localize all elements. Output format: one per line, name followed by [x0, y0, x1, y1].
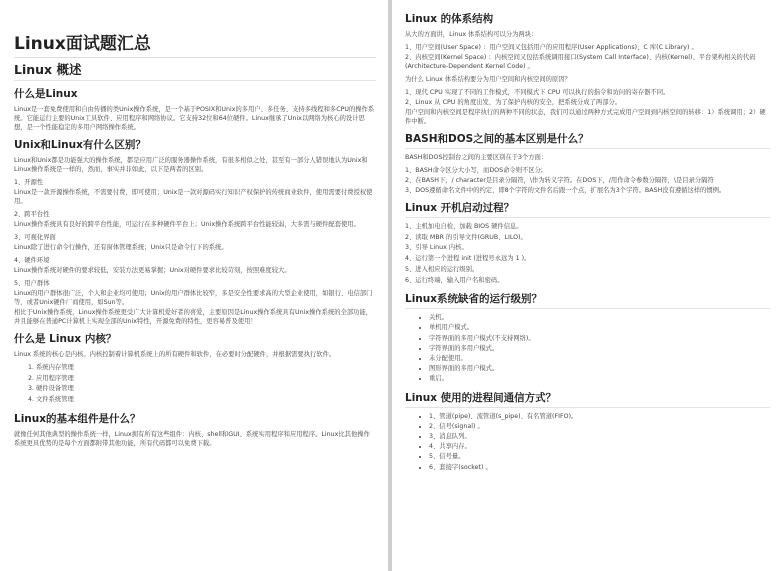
runlevel-heading: Linux系统缺省的运行级别？ — [405, 292, 770, 309]
list-item: 6、运行终端，输入用户名和密码。 — [405, 276, 504, 284]
architecture-heading: Linux 的体系结构 — [405, 13, 494, 25]
document-title: Linux面试题汇总 — [14, 34, 376, 58]
list-item: 5、进入相应的运行级别。 — [405, 265, 479, 273]
diff-item-title: 5、用户群体 — [14, 280, 50, 287]
unix-linux-diff-heading: Unix和Linux有什么区别？ — [14, 139, 146, 151]
list-item: 4. 文件系统管理 — [28, 396, 74, 404]
ipc-heading: Linux 使用的进程间通信方式？ — [405, 391, 770, 408]
diff-item-title: 2、跨平台性 — [14, 211, 50, 218]
bash-dos-item: 2、在BASH下，/ character是目录分隔符，\作为转义字符。在DOS下，/用作命令参数分隔符，\是目录分隔符 — [405, 177, 714, 184]
list-item: • 5、信号量。 — [429, 452, 770, 462]
diff-item-title: 3、可视化界面 — [14, 234, 56, 241]
list-item: 1. 系统内存管理 — [28, 364, 74, 371]
left-page — [0, 0, 388, 571]
architecture-item: 1、用户空间(User Space) ：用户空间又包括用户的应用程序(User Applications)、C 库(C Library) 。 — [405, 44, 698, 51]
overview-heading: Linux 概述 — [14, 62, 376, 81]
diff-item-text: Linux是一款开源操作系统，不需要付费，即可使用；Unix是一款对源码实行知识产权保护的传统商业软件，使用需要付费授权使用。 — [14, 189, 373, 205]
list-item: • 4、共享内存。 — [429, 442, 770, 452]
diff-item-title: 4、硬件环境 — [14, 257, 50, 264]
list-item: 3、引导 Linux 内核。 — [405, 244, 468, 252]
why-question: 为什么 Linux 体系结构要分为用户空间和内核空间的原因？ — [405, 76, 571, 83]
list-item: 3. 硬件设备管理 — [28, 385, 74, 393]
why-item: 2、Linux 从 CPU 的角度出发，为了保护内核的安全，把系统分成了两部分。 — [405, 99, 622, 106]
bash-dos-item: 1、BASH命令区分大小写，而DOS命令则不区分; — [405, 167, 544, 174]
boot-list — [405, 222, 770, 286]
right-page — [392, 0, 780, 571]
list-item: 2、读取 MBR 的引导文件(GRUB、LILO)。 — [405, 233, 527, 241]
unix-linux-diff-intro: Linux和Unix都是功能强大的操作系统，都是应用广泛的服务器操作系统，有很多相似之处，甚至有一部分人错误地认为Unix和Linux操作系统是一样的，然而，事实并非如此，以下是两者的区别。 — [14, 157, 368, 173]
list-item: • 单机用户模式。 — [429, 323, 770, 333]
list-item: • 关机。 — [429, 313, 770, 323]
list-item: • 1、管道(pipe)、流管道(s_pipe)、有名管道(FIFO)。 — [429, 412, 770, 422]
kernel-list — [14, 363, 376, 406]
diff-item-text: Linux的用户群体很广泛，个人和企业均可使用；Unix的用户群体比较窄，多是安全性要求高的大型企业使用，如银行、电信部门等，或者Unix硬件厂商使用，如Sun等。 — [14, 290, 373, 306]
bash-dos-heading: BASH和DOS之间的基本区别是什么？ — [405, 132, 770, 149]
components-heading: Linux的基本组件是什么？ — [14, 412, 141, 425]
list-item: • 字符界面的多用户模式(不支持网络)。 — [429, 334, 770, 344]
why-summary: 用户空间和内核空间是程序执行的两种不同的状态，我们可以通过两种方式完成用户空间到内核空间的转移：1）系统调用；2）硬件中断。 — [405, 109, 766, 125]
list-item: • 图形界面的多用户模式。 — [429, 364, 770, 374]
kernel-heading: 什么是 Linux 内核？ — [14, 333, 117, 345]
diff-item-text: Linux操作系统具有良好的跨平台性能，可运行在多种硬件平台上；Unix操作系统跨平台性能较弱，大多需与硬件配套使用。 — [14, 221, 360, 228]
list-item: 4、运行第一个进程 init (进程号永远为 1 )。 — [405, 255, 531, 263]
ipc-list — [405, 412, 770, 473]
what-is-linux-heading: 什么是Linux — [14, 88, 78, 100]
list-item: 2. 应用程序管理 — [28, 374, 74, 382]
list-item: 1、主机加电自检，加载 BIOS 硬件信息。 — [405, 223, 523, 230]
bash-dos-item: 3、DOS遵循命名文件中的约定，即8个字符的文件名后跟一个点，扩展名为3个字符。BASH没有遵循这样的惯例。 — [405, 187, 726, 194]
why-item: 1、现代 CPU 实现了不同的工作模式，不同模式下 CPU 可以执行的指令和访问的寄存器不同。 — [405, 89, 670, 96]
list-item: • 未分配使用。 — [429, 354, 770, 364]
architecture-intro: 从大的方面讲，Linux 体系结构可以分为两块： — [405, 31, 538, 38]
list-item: • 3、消息队列。 — [429, 432, 770, 442]
diff-item-title: 1、开源性 — [14, 179, 44, 186]
boot-heading: Linux 开机启动过程？ — [405, 201, 770, 218]
runlevel-list — [405, 313, 770, 384]
components-text: 就像任何其他典型的操作系统一样，Linux拥有所有这些组件：内核、shell和GUI、系统实用程序和应用程序。Linux比其他操作系统更具优势的是每个方面都附带其他功能，所有代码都可以免费下载。 — [14, 430, 370, 447]
architecture-item: 2、内核空间(Kernel Space) ：内核空间又包括系统调用接口(System Call Interface)、内核(Kernel)、平台架构相关的代码(Architecture-Dependent Kernel Code) 。 — [405, 54, 756, 70]
list-item: • 6、套接字(socket) 。 — [429, 463, 770, 473]
kernel-text: Linux 系统的核心是内核。内核控制着计算机系统上的所有硬件和软件，在必要时分配硬件，并根据需要执行软件。 — [14, 351, 336, 358]
diff-summary: 相比于Unix操作系统，Linux操作系统更受广大计算机爱好者的喜爱，主要原因是Linux操作系统具有Unix操作系统的全部功能，并且能够在普通PC计算机上实现全部的Unix特性，开源免费的特性，更容易普及使用！ — [14, 309, 373, 325]
list-item: • 字符界面的多用户模式。 — [429, 344, 770, 354]
list-item: • 2、信号(signal) 。 — [429, 422, 770, 432]
diff-item-text: Linux操作系统对硬件的要求较低，安装方法更易掌握；Unix对硬件要求比较苛刻，按照难度较大。 — [14, 267, 291, 274]
diff-item-text: Linux除了进行命令行操作，还有窗体管理系统；Unix只是命令行下的系统。 — [14, 244, 228, 251]
list-item: • 重启。 — [429, 374, 770, 384]
what-is-linux-text: Linux是一套免费使用和自由传播的类Unix操作系统，是一个基于POSIX和Unix的多用户、多任务、支持多线程和多CPU的操作系统。它能运行主要的Unix工具软件、应用程序和网络协议。它支持32位和64位硬件。Linux继承了Unix以网络为核心的设计思想，是一个性能稳定的多用户网络操作系统。 — [14, 106, 375, 131]
bash-dos-intro: BASH和DOS控制台之间的主要区别在于3个方面： — [405, 154, 548, 161]
